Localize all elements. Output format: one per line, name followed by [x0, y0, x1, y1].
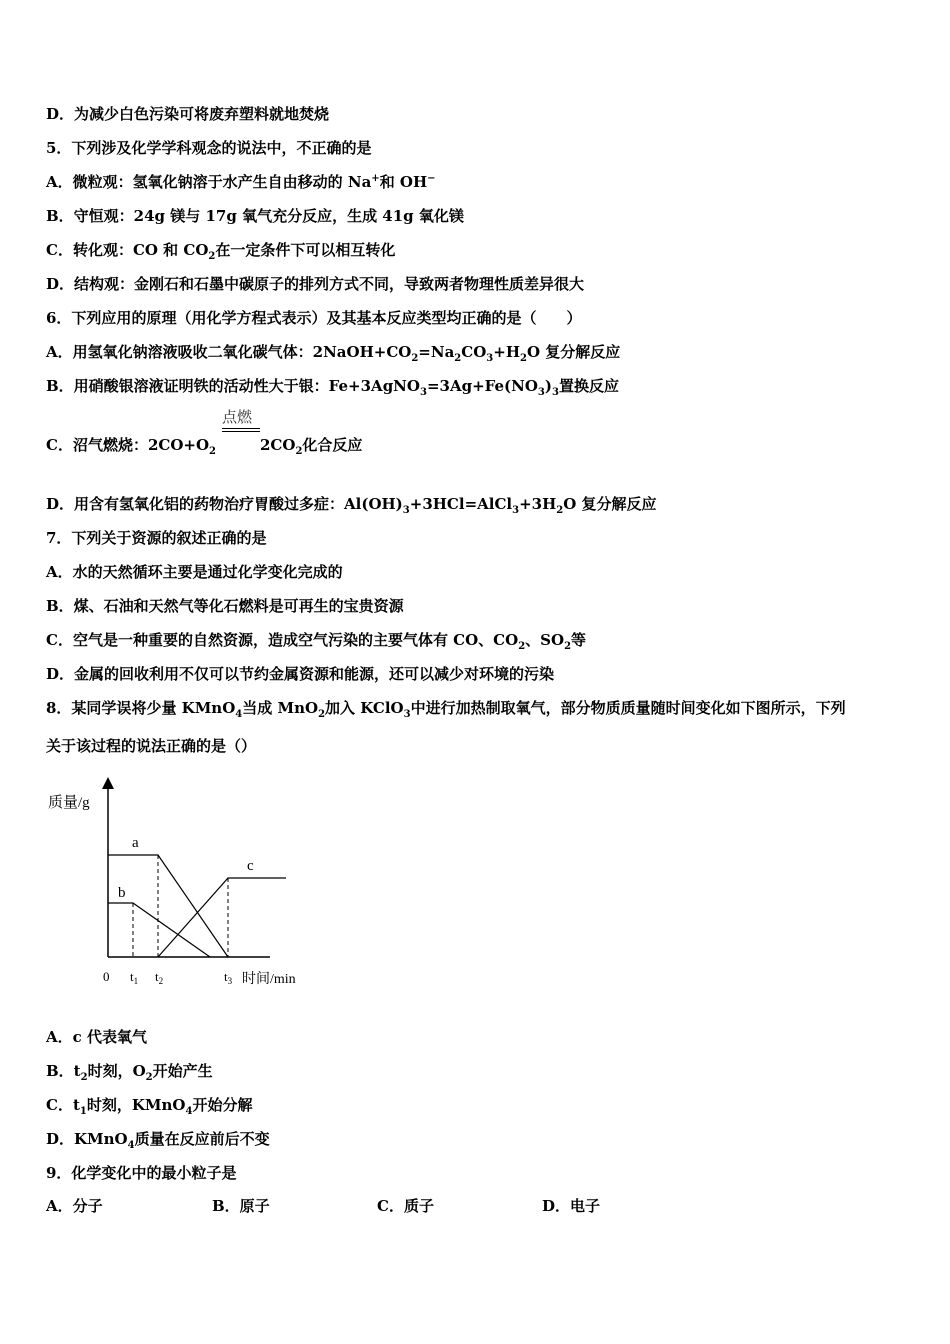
q8-option-a: A．c 代表氧气	[46, 1028, 147, 1046]
q9-option-c: C．质子	[377, 1197, 434, 1215]
series-a-label: a	[132, 835, 139, 851]
q5-option-c: C．转化观：CO 和 $CO_2$在一定条件下可以相互转化	[46, 241, 396, 262]
tick-0: 0	[103, 969, 110, 984]
q7-option-c: C．空气是一种重要的自然资源，造成空气污染的主要气体有 CO、$CO_2$、$SO_2$等	[46, 631, 587, 652]
q8-stem: 8．某同学误将少量 KMnO$_4$当成 MnO$_2$加入 KClO$_3$中进行加热制取氧气，部分物质质量随时间变化如下图所示，下列	[46, 699, 846, 720]
series-c-label: c	[247, 858, 254, 874]
q4-option-d: D．为减少白色污染可将废弃塑料就地焚烧	[46, 105, 330, 123]
q9-option-b: B．原子	[212, 1197, 270, 1215]
equals-bar-top	[222, 428, 260, 429]
q8-option-b: B．$t_2$时刻，$O_2$开始产生	[46, 1062, 213, 1083]
q6-option-b: B．用硝酸银溶液证明铁的活动性大于银：$Fe+3AgNO_3=3Ag+Fe(NO_3)_3$置换反应	[46, 377, 619, 398]
series-a-line	[108, 855, 228, 957]
condition-label: 点燃	[222, 408, 253, 426]
series-c-line	[158, 878, 286, 957]
series-b-line	[108, 903, 210, 957]
q5-option-b: B．守恒观：24g 镁与 17g 氧气充分反应，生成 41g 氧化镁	[46, 207, 464, 225]
equals-bar-bottom	[222, 431, 260, 432]
x-axis-label: 时间/min	[242, 972, 296, 987]
q6-option-a: A．用氢氧化钠溶液吸收二氧化碳气体：$2NaOH+CO_2=Na_2CO_3+H_2O$ 复分解反应	[46, 343, 621, 364]
q9-option-a: A．分子	[46, 1197, 103, 1215]
q5-option-a: A．微粒观：氢氧化钠溶于水产生自由移动的 Na+和 OH−	[46, 173, 436, 191]
reaction-condition	[222, 406, 262, 436]
q6-option-d: D．用含有氢氧化铝的药物治疗胃酸过多症：$Al(OH)_3+3HCl=AlCl_3+3H_2O$ 复分解反应	[46, 495, 657, 516]
q8-option-d: D．KMnO$_4$质量在反应前后不变	[46, 1130, 270, 1151]
tick-t2: $t_2$	[155, 969, 164, 986]
tick-t1: $t_1$	[130, 969, 139, 986]
q8-option-c: C．$t_1$时刻，KMnO$_4$开始分解	[46, 1096, 253, 1117]
series-b-label: b	[118, 885, 126, 901]
q9-option-d: D．电子	[542, 1197, 601, 1215]
q6-stem: 6．下列应用的原理（用化学方程式表示）及其基本反应类型均正确的是（ ）	[46, 309, 582, 327]
q7-option-d: D．金属的回收利用不仅可以节约金属资源和能源，还可以减少对环境的污染	[46, 665, 555, 683]
q7-option-b: B．煤、石油和天然气等化石燃料是可再生的宝贵资源	[46, 597, 404, 615]
y-axis-label: 质量/g	[48, 795, 90, 811]
tick-t3: $t_3$	[224, 969, 233, 986]
mass-time-chart	[40, 775, 330, 990]
q5-option-d: D．结构观：金刚石和石墨中碳原子的排列方式不同，导致两者物理性质差异很大	[46, 275, 585, 293]
q6-option-c: C．沼气燃烧：$2CO+O_2$ $2CO_2$化合反应	[46, 436, 363, 457]
q7-option-a: A．水的天然循环主要是通过化学变化完成的	[46, 563, 343, 581]
q7-stem: 7．下列关于资源的叙述正确的是	[46, 529, 267, 547]
q9-stem: 9．化学变化中的最小粒子是	[46, 1164, 237, 1182]
q5-stem: 5．下列涉及化学学科观念的说法中，不正确的是	[46, 139, 372, 157]
q8-stem-line2: 关于该过程的说法正确的是（）	[46, 737, 257, 755]
